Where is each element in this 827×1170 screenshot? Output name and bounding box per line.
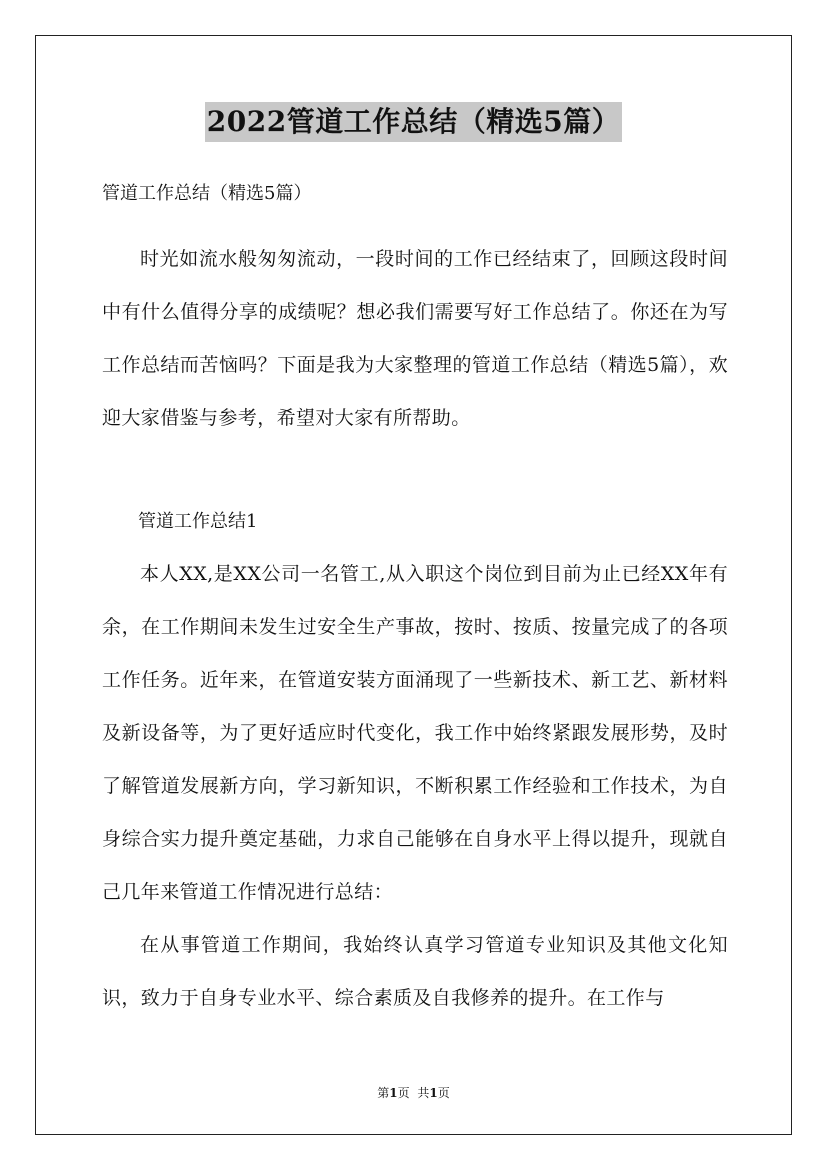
body-paragraph: 在从事管道工作期间，我始终认真学习管道专业知识及其他文化知识，致力于自身专业水平、综合素质及自我修养的提升。在工作与 [102, 934, 728, 1009]
body-paragraph: 本人XX,是XX公司一名管工,从入职这个岗位到目前为止已经XX年有余，在工作期间未发生过安全生产事故，按时、按质、按量完成了的各项工作任务。近年来，在管道安装方面涌现了一些新技术、新工艺、新材料及新设备等，为了更好适应时代变化，我工作中始终紧跟发展形势，及时了解管道发展新方向，学习新知识，不断积累工作经验和工作技术，为自身综合实力提升奠定基础，力求自己能够在自身水平上得以提升，现就自己几年来管道工作情况进行总结： [102, 563, 728, 903]
document-subtitle: 管道工作总结（精选5篇） [102, 183, 312, 204]
section-heading: 管道工作总结1 [138, 511, 258, 532]
paragraph-gap [102, 445, 728, 495]
footer-total-suffix: 页 [437, 1086, 450, 1100]
footer-total-prefix: 共 [417, 1086, 430, 1100]
footer-page-prefix: 第 [377, 1086, 390, 1100]
intro-paragraph: 时光如流水般匆匆流动，一段时间的工作已经结束了，回顾这段时间中有什么值得分享的成绩呢？想必我们需要写好工作总结了。你还在为写工作总结而苦恼吗？下面是我为大家整理的管道工作总结（精选5篇），欢迎大家借鉴与参考，希望对大家有所帮助。 [102, 248, 728, 429]
footer-total-pages: 1 [429, 1086, 438, 1100]
footer-page-number: 1 [389, 1086, 398, 1100]
document-title: 2022管道工作总结（精选5篇） [205, 102, 622, 142]
footer-page-suffix: 页 [397, 1086, 410, 1100]
page-footer [0, 1084, 827, 1101]
document-body [102, 176, 728, 1025]
title-container [0, 102, 827, 142]
